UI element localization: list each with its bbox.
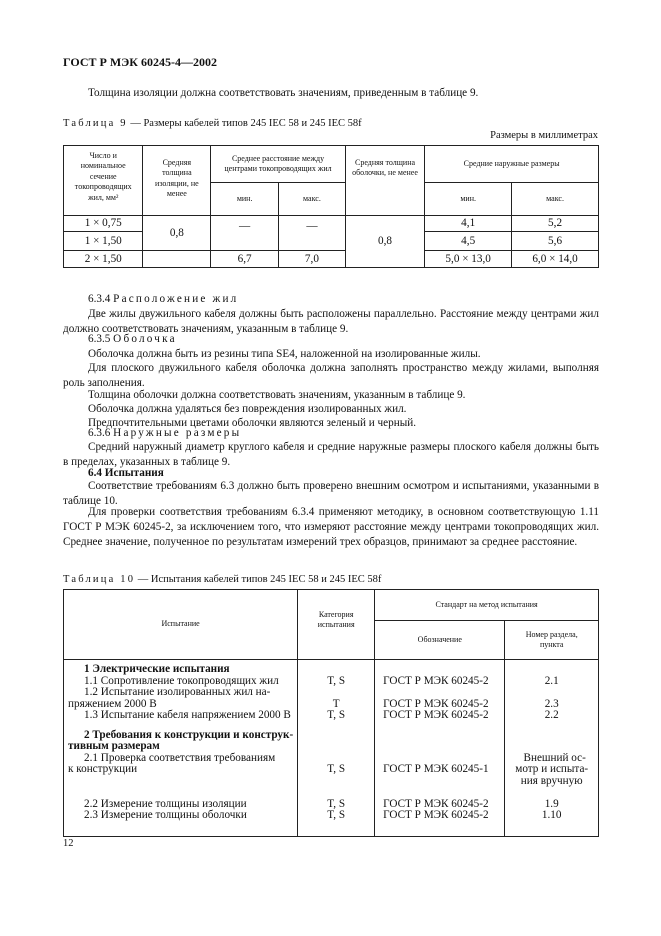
section-6-3-4-text: Две жилы двужильного кабеля должны быть расположены параллельно. Расстояние между центрами жил должно соответствовать значениям, указанным в таблице 9. (63, 308, 599, 335)
table9-header-dist-min: мин. (211, 183, 279, 216)
table9-title: — Размеры кабелей типов 245 IEC 58 и 245 IEC 58f (127, 118, 362, 129)
table-row (64, 251, 599, 268)
table10-caption (63, 573, 381, 587)
table9-outer-max: 5,2 (512, 216, 599, 232)
table10-test: 1.2 Испытание изолированных жил на- (84, 686, 271, 698)
table9-header-distance: Среднее расстояние между центрами токопроводящих жил (211, 146, 346, 183)
table9-header-outer-max: макс. (512, 183, 599, 216)
section-number: 6.3.5 (88, 333, 111, 345)
table10-test-cont: пряжением 2000 В (68, 697, 157, 710)
table9-dist-min: 6,7 (211, 251, 279, 268)
table9-sheath-value: 0,8 (345, 216, 424, 268)
table10-section: 1.9 (544, 797, 559, 810)
table10-category: T (332, 697, 340, 710)
section-title: Наружные размеры (113, 427, 242, 439)
table9-header-cores: Число и номинальное сечение токопроводящих жил, мм² (64, 146, 143, 216)
table9-cores: 1 × 1,50 (64, 232, 143, 251)
table10-section: 2.3 (544, 697, 559, 710)
section-6-3-6-heading (88, 426, 241, 441)
table9-outer-max: 6,0 × 14,0 (512, 251, 599, 268)
table9-insulation-value: 0,8 (143, 216, 211, 251)
table10-standard: ГОСТ Р МЭК 60245-2 (383, 697, 489, 710)
section-6-3-6-text: Средний наружный диаметр круглого кабеля и средние наружные размеры плоского кабеля должны быть в пределах, указанных в таблице 9. (63, 441, 599, 468)
table9-label: Таблица 9 (63, 118, 128, 129)
table9-outer-max: 5,6 (512, 232, 599, 251)
table10-category: T, S (327, 797, 346, 810)
table9-outer-min: 4,1 (425, 216, 512, 232)
section-number: 6.3.4 (88, 293, 111, 305)
table9-cores: 2 × 1,50 (64, 251, 143, 268)
table9-units: Размеры в миллиметрах (490, 130, 598, 141)
table10-section: 2.1 (544, 674, 559, 687)
table10-label: Таблица 10 (63, 574, 136, 585)
table9-outer-min: 4,5 (425, 232, 512, 251)
section-6-4-p2: Для проверки соответствия требованиям 6.3.4 применяют методику, в основном соответствующую 1.11 ГОСТ Р МЭК 60245-2, за исключением того, что измеряют расстояние между центрами токопроводящих жил. Среднее значение, полученное по результатам измерений трех образцов, принимают за среднее расстояние. (63, 506, 599, 548)
table10-section-cont: мотр и испыта- (515, 763, 589, 775)
table10-group1-title: 1 Электрические испытания (84, 663, 230, 675)
table9-empty-cell (143, 251, 211, 268)
table10-test: 1.3 Испытание кабеля напряжением 2000 В (84, 709, 291, 721)
table10-title: — Испытания кабелей типов 245 IEC 58 и 245 IEC 58f (135, 574, 382, 585)
section-6-3-5-p2: Для плоского двужильного кабеля оболочка должна заполнять пространство между жилами, выполняя роль заполнения. (63, 362, 599, 389)
table10-group2-title: 2 Требования к конструкции и конструк- (84, 728, 294, 741)
document-header: ГОСТ Р МЭК 60245-4—2002 (63, 55, 217, 69)
table9-header-dist-max: макс. (279, 183, 346, 216)
table10-test: 2.3 Измерение толщины оболочки (84, 809, 247, 821)
table10-header-category: Категория испытания (298, 590, 375, 660)
section-6-3-5-p4: Оболочка должна удаляться без повреждения изолированных жил. (88, 403, 407, 415)
section-6-3-5-p1: Оболочка должна быть из резины типа SE4, наложенной на изолированные жилы. (88, 348, 481, 360)
table10-header-designation: Обозначение (375, 621, 505, 660)
table10-standard: ГОСТ Р МЭК 60245-2 (383, 709, 489, 721)
table-row (64, 660, 599, 722)
table10-header-test: Испытание (64, 590, 298, 660)
table10 (63, 589, 599, 837)
section-6-3-5-p3: Толщина оболочки должна соответствовать значениям, указанным в таблице 9. (88, 389, 466, 401)
table9 (63, 145, 599, 268)
table9-cores: 1 × 0,75 (64, 216, 143, 232)
intro-text: Толщина изоляции должна соответствовать значениям, приведенным в таблице 9. (88, 87, 479, 99)
section-6-3-5-p5: Предпочтительными цветами оболочки являются зеленый и черный. (88, 417, 417, 429)
table10-standard: ГОСТ Р МЭК 60245-2 (383, 809, 489, 821)
table10-standard: ГОСТ Р МЭК 60245-1 (383, 763, 489, 775)
table9-caption (63, 117, 362, 131)
table10-test-cont: к конструкции (68, 763, 138, 775)
table10-header-section: Номер раздела, пункта (505, 621, 599, 660)
table9-header-outer: Средние наружные размеры (425, 146, 599, 183)
table10-standard: ГОСТ Р МЭК 60245-2 (383, 797, 489, 810)
table10-section: 1.10 (541, 809, 562, 821)
section-number: 6.3.6 (88, 427, 111, 439)
page-number: 12 (63, 838, 74, 849)
table10-category: T, S (327, 674, 346, 687)
table10-section-cont: ния вручную (520, 774, 583, 787)
table10-standard: ГОСТ Р МЭК 60245-2 (383, 674, 489, 687)
table10-category: T, S (327, 709, 346, 721)
section-title: Оболочка (113, 333, 177, 345)
table10-section: 2.2 (544, 709, 559, 721)
table9-outer-min: 5,0 × 13,0 (425, 251, 512, 268)
section-6-4-heading: 6.4 Испытания (88, 467, 164, 479)
table10-test: 1.1 Сопротивление токопроводящих жил (84, 674, 279, 687)
section-6-3-4-heading (88, 292, 238, 307)
table-row (64, 216, 599, 232)
table10-section: Внешний ос- (523, 751, 586, 764)
section-title: Расположение жил (113, 293, 239, 305)
table9-header-outer-min: мин. (425, 183, 512, 216)
table10-test: 2.1 Проверка соответствия требованиям (84, 751, 276, 764)
table9-header-insulation: Средняя толщина изоляции, не менее (143, 146, 211, 216)
section-6-4-p1: Соответствие требованиям 6.3 должно быть проверено внешним осмотром и испытаниями, указанными в таблице 10. (63, 480, 599, 507)
table10-category: T, S (327, 809, 346, 821)
table10-test: 2.2 Измерение толщины изоляции (84, 797, 247, 810)
table9-dist-max: 7,0 (279, 251, 346, 268)
table9-dist-min: — (211, 216, 279, 251)
table-row (64, 722, 599, 822)
section-6-3-5-heading (88, 332, 177, 347)
table10-group2-title-cont: тивным размерам (68, 740, 160, 752)
table9-header-sheath: Средняя толщина оболочки, не менее (345, 146, 424, 216)
table10-header-standard: Стандарт на метод испытания (375, 590, 599, 621)
table10-category: T, S (327, 763, 346, 775)
table9-dist-max: — (279, 216, 346, 251)
